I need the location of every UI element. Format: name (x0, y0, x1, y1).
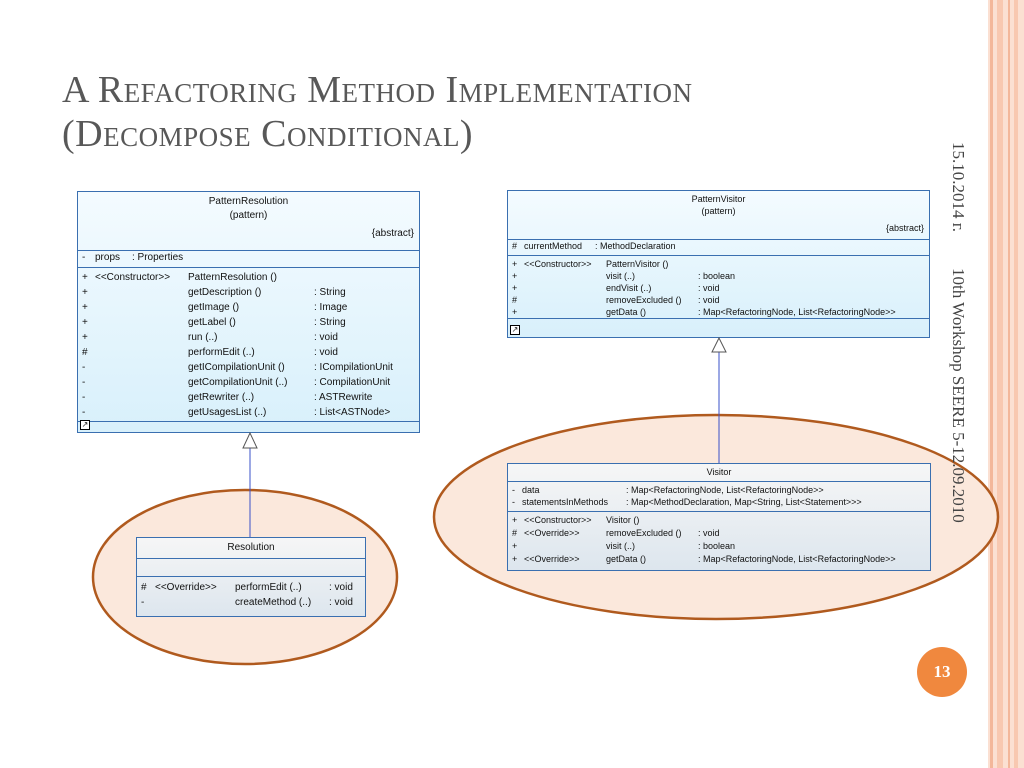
attribute-row: - data : Map<RefactoringNode, List<RefactoringNode>> (512, 485, 824, 495)
method-row: # <<Override>> removeExcluded () : void (512, 528, 720, 538)
method-row: # performEdit (..) : void (82, 347, 338, 358)
method-row: + <<Constructor>> Visitor () (512, 515, 640, 525)
method-row: + endVisit (..) : void (512, 283, 720, 293)
method-row: + visit (..) : boolean (512, 541, 736, 551)
class-name: PatternVisitor (691, 194, 746, 204)
method-row: # removeExcluded () : void (512, 295, 720, 305)
class-stereotype: (pattern) (229, 210, 268, 221)
class-modifier: {abstract} (885, 223, 924, 233)
class-stereotype: (pattern) (701, 206, 736, 216)
method-row: + <<Constructor>> PatternVisitor () (512, 259, 669, 269)
shortcut-arrow-icon: ↗ (81, 420, 89, 429)
resolution-inheritance-arrowhead (243, 433, 257, 448)
method-row: # <<Override>> performEdit (..) : void (141, 582, 353, 593)
method-row: - getCompilationUnit (..) : CompilationUnit (82, 377, 391, 388)
method-row: + getLabel () : String (82, 317, 346, 328)
class-name: Visitor (706, 467, 732, 477)
title-line-1: A Refactoring Method Implementation (62, 69, 693, 111)
title-line-2: (Decompose Conditional) (62, 113, 474, 155)
method-row: - getICompilationUnit () : ICompilationUnit (82, 362, 393, 373)
method-row: + getDescription () : String (82, 287, 346, 298)
slide-date: 15.10.2014 г. (949, 142, 968, 233)
conference-label: 10th Workshop SEERE 5-12.09.2010 (949, 268, 968, 523)
attribute-row: - props : Properties (82, 252, 184, 263)
method-row: - getRewriter (..) : ASTRewrite (82, 392, 373, 403)
method-row: + getImage () : Image (82, 302, 348, 313)
attribute-row: - statementsInMethods : Map<MethodDeclaration, Map<String, List<Statement>>> (512, 497, 862, 507)
visitor-inheritance-arrowhead (712, 338, 726, 352)
attribute-row: # currentMethod : MethodDeclaration (512, 241, 676, 251)
shortcut-arrow-icon: ↗ (511, 325, 519, 334)
class-name: Resolution (227, 542, 275, 553)
method-row: + <<Override>> getData () : Map<RefactoringNode, List<RefactoringNode>> (512, 554, 896, 564)
method-row: + visit (..) : boolean (512, 271, 736, 281)
class-modifier: {abstract} (371, 228, 414, 239)
method-row: - getUsagesList (..) : List<ASTNode> (82, 407, 391, 418)
page-number-badge: 13 (917, 647, 967, 697)
class-name: PatternResolution (208, 196, 289, 207)
method-row: + getData () : Map<RefactoringNode, List<RefactoringNode>> (512, 307, 896, 317)
method-row: - createMethod (..) : void (141, 597, 353, 608)
method-row: + run (..) : void (82, 332, 338, 343)
method-row: + <<Constructor>> PatternResolution () (82, 272, 277, 283)
